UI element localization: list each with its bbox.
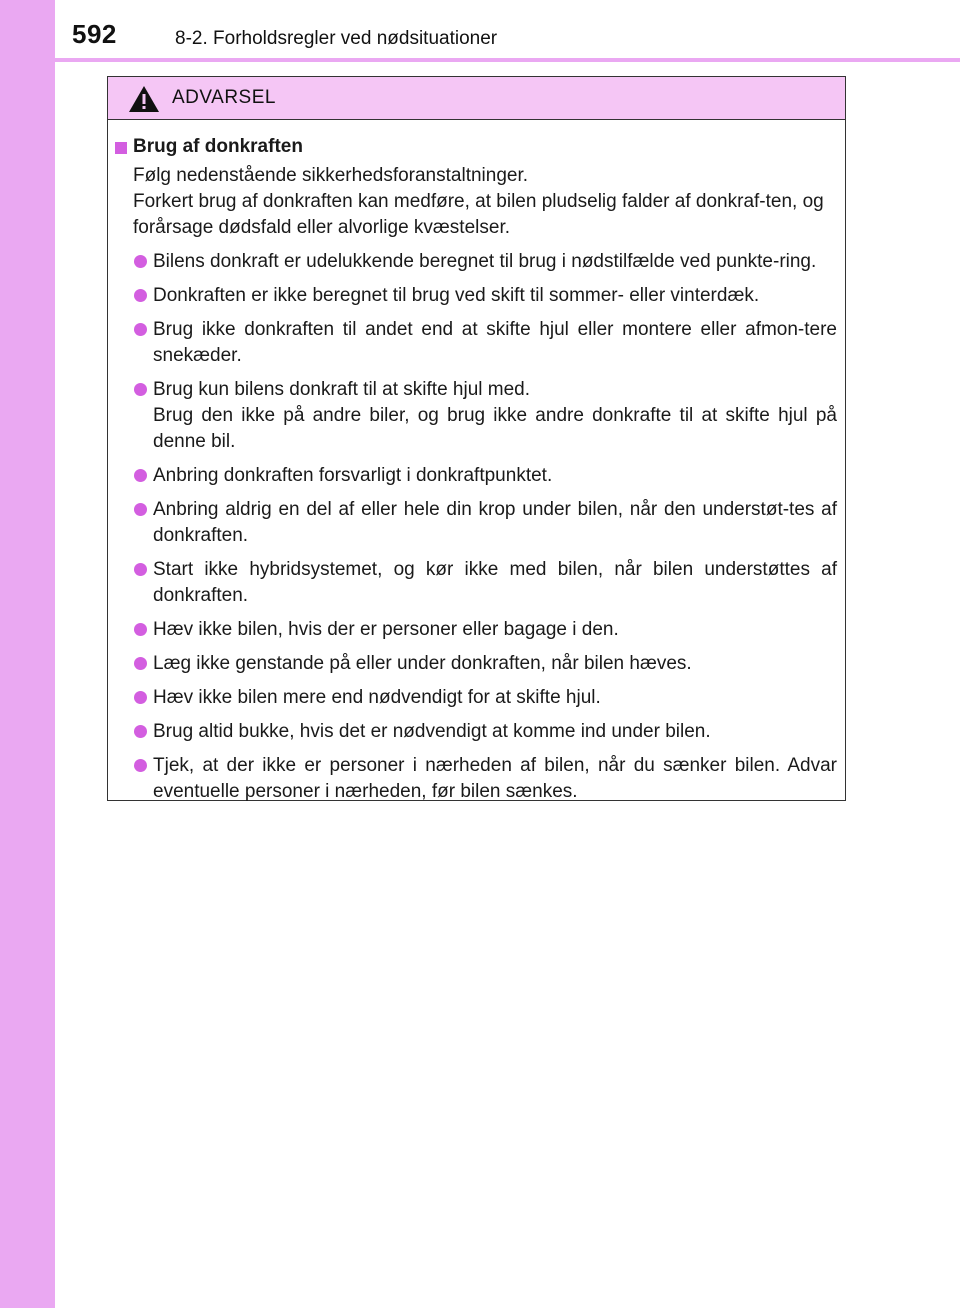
bullet-item [115,317,837,369]
bullet-dot-icon [134,289,147,302]
warning-triangle-icon [128,85,160,113]
bullet-text: Brug kun bilens donkraft til at skifte hjul med. Brug den ikke på andre biler, og brug ikke andre donkrafte til at skifte hjul på denne bil. [153,379,837,452]
bullet-dot-icon [134,469,147,482]
bullet-text: Tjek, at der ikke er personer i nærheden af bilen, når du sænker bilen. Advar eventuelle personer i nærheden, før bilen sænkes. [153,755,837,802]
square-bullet-icon [115,142,127,154]
bullet-item [115,283,837,309]
bullet-dot-icon [134,725,147,738]
bullet-dot-icon [134,255,147,268]
bullet-text: Donkraften er ikke beregnet til brug ved skift til sommer- eller vinterdæk. [153,285,760,306]
topic-heading [115,134,837,160]
warning-header [108,77,845,120]
intro-line: Følg nedenstående sikkerhedsforanstaltninger. [133,165,529,186]
bullet-text: Brug ikke donkraften til andet end at skifte hjul eller montere eller afmon-tere snekæder. [153,319,837,366]
bullet-text: Brug altid bukke, hvis det er nødvendigt at komme ind under bilen. [153,721,711,742]
bullet-dot-icon [134,657,147,670]
bullet-text: Hæv ikke bilen, hvis der er personer eller bagage i den. [153,619,619,640]
side-color-strip [0,0,55,1308]
bullet-text: Anbring donkraften forsvarligt i donkraftpunktet. [153,465,553,486]
bullet-list [115,249,837,805]
bullet-item [115,377,837,455]
bullet-dot-icon [134,759,147,772]
bullet-item [115,557,837,609]
intro-line: Forkert brug af donkraften kan medføre, at bilen pludselig falder af donkraf-ten, og forårsage dødsfald eller alvorlige kvæstelser. [133,191,824,238]
bullet-dot-icon [134,503,147,516]
bullet-dot-icon [134,563,147,576]
bullet-dot-icon [134,323,147,336]
bullet-dot-icon [134,691,147,704]
bullet-text: Bilens donkraft er udelukkende beregnet til brug i nødstilfælde ved punkte-ring. [153,251,817,272]
bullet-text: Start ikke hybridsystemet, og kør ikke med bilen, når bilen understøttes af donkraften. [153,559,837,606]
bullet-text: Anbring aldrig en del af eller hele din krop under bilen, når den understøt-tes af donkraften. [153,499,837,546]
bullet-text: Hæv ikke bilen mere end nødvendigt for at skifte hjul. [153,687,601,708]
bullet-item [115,685,837,711]
bullet-item [115,617,837,643]
bullet-dot-icon [134,383,147,396]
warning-body [108,120,845,805]
warning-box [107,76,846,801]
bullet-item [115,753,837,805]
section-title: 8-2. Forholdsregler ved nødsituationer [175,28,498,49]
page-header [0,0,960,62]
bullet-item [115,463,837,489]
bullet-text: Læg ikke genstande på eller under donkraften, når bilen hæves. [153,653,692,674]
bullet-item [115,719,837,745]
bullet-item [115,497,837,549]
warning-label: ADVARSEL [172,87,276,108]
bullet-item [115,249,837,275]
topic-title: Brug af donkraften [133,136,303,157]
intro-text [133,163,837,241]
page-number: 592 [72,19,117,49]
bullet-dot-icon [134,623,147,636]
bullet-item [115,651,837,677]
